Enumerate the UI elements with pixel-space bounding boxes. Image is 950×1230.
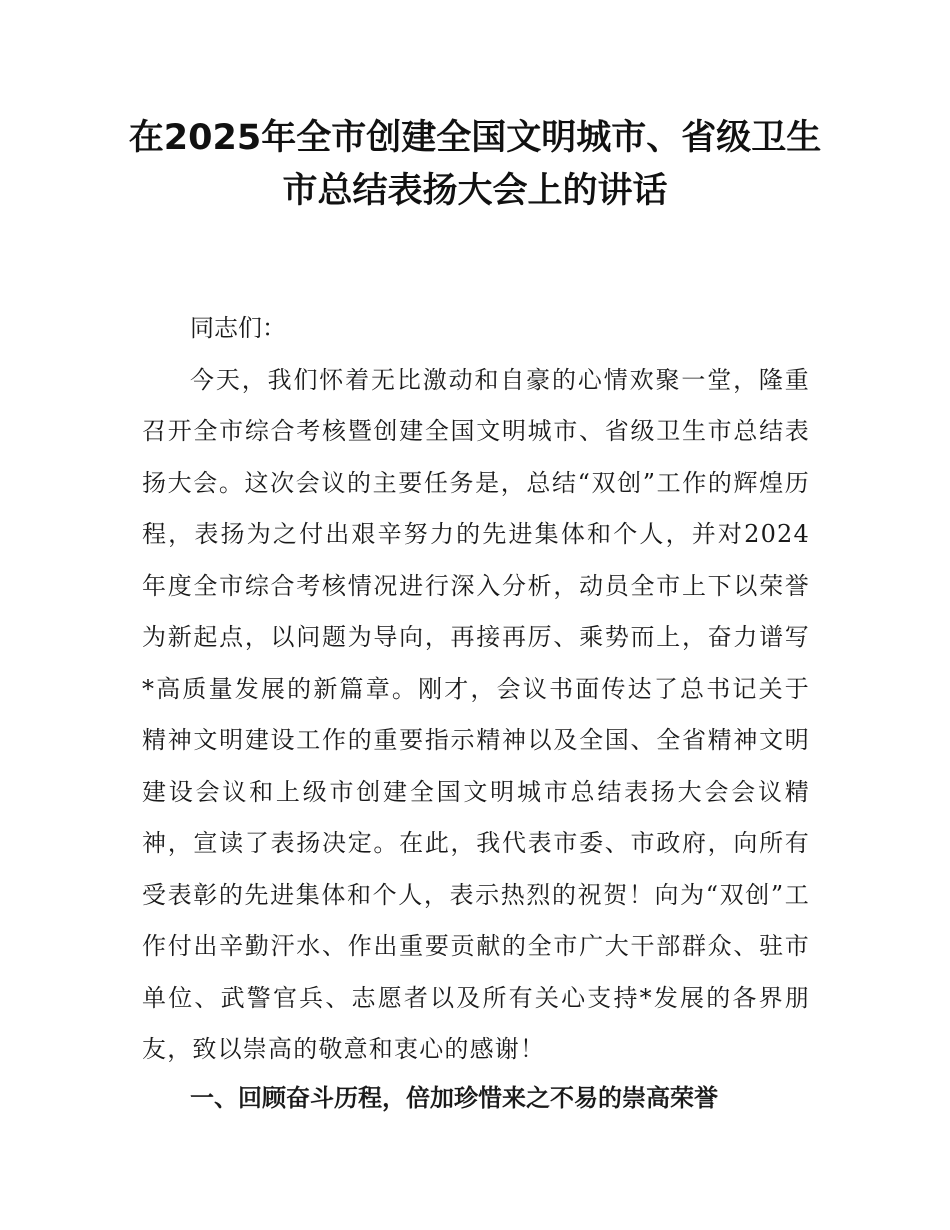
title-line-1: 在2025年全市创建全国文明城市、省级卫生	[128, 118, 822, 158]
section-heading: 一、回顾奋斗历程，倍加珍惜来之不易的崇高荣誉	[190, 1084, 718, 1112]
document-title	[110, 112, 840, 218]
document-body	[142, 303, 810, 1076]
body-paragraph: 今天，我们怀着无比激动和自豪的心情欢聚一堂，隆重召开全市综合考核暨创建全国文明城市、省级卫生市总结表扬大会。这次会议的主要任务是，总结“双创”工作的辉煌历程，表扬为之付出艰辛努力的先进集体和个人，并对2024年度全市综合考核情况进行深入分析，动员全市上下以荣誉为新起点，以问题为导向，再接再厉、乘势而上，奋力谱写*高质量发展的新篇章。刚才，会议书面传达了总书记关于精神文明建设工作的重要指示精神以及全国、全省精神文明建设会议和上级市创建全国文明城市总结表扬大会会议精神，宣读了表扬决定。在此，我代表市委、市政府，向所有受表彰的先进集体和个人，表示热烈的祝贺！向为“双创”工作付出辛勤汗水、作出重要贡献的全市广大干部群众、驻市单位、武警官兵、志愿者以及所有关心支持*发展的各界朋友，致以崇高的敬意和衷心的感谢！	[142, 365, 810, 1063]
salutation: 同志们：	[190, 314, 286, 342]
title-line-2: 市总结表扬大会上的讲话	[282, 171, 668, 211]
